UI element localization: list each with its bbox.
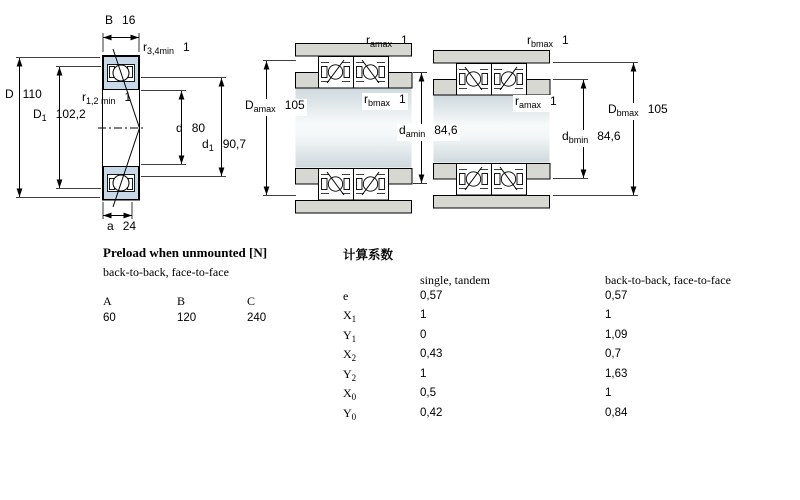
dim-label-r12min: $r_{1,2 min}$ 1 <box>82 90 132 106</box>
dim-label-d: d 80 <box>176 121 206 135</box>
dim-label-dbmin: $d_{bmin}$ 84,6 <box>562 129 621 145</box>
factor-row-label: $Y_2$ <box>343 366 357 383</box>
preload-val-a: 60 <box>103 312 116 324</box>
factor-row-value2: 1 <box>605 387 612 399</box>
factor-row-value1: 0 <box>420 328 427 341</box>
dim-label-a: a 24 <box>107 219 137 233</box>
preload-col-b: B <box>177 294 186 308</box>
preload-table <box>103 245 343 324</box>
dim-label-Damax: $D_{amax}$ 105 <box>245 98 305 114</box>
factor-row-value1: 0,42 <box>420 406 443 419</box>
factor-row-label: e <box>343 288 349 303</box>
factor-row-label: $Y_1$ <box>343 327 357 344</box>
factor-row-label: $X_1$ <box>343 308 357 324</box>
preload-col-c: C <box>247 294 256 308</box>
preload-value-row <box>103 312 343 324</box>
preload-subtitle: back-to-back, face-to-face <box>103 265 229 279</box>
factor-row-label: $Y_0$ <box>343 405 357 422</box>
preload-val-b: 120 <box>177 312 197 324</box>
factors-col2-header: back-to-back, face-to-face <box>605 273 731 287</box>
dim-label-d1: $d_1$ 90,7 <box>202 137 247 153</box>
dim-label-rbmax-a: $r_{bmax}$ 1 <box>364 92 406 108</box>
preload-title: Preload when unmounted [N] <box>103 245 268 260</box>
factor-row-value2: 0,57 <box>605 289 628 302</box>
factor-row-value2: 0,7 <box>605 348 621 360</box>
preload-val-c: 240 <box>247 312 267 324</box>
factor-row-value2: 1,09 <box>605 328 628 341</box>
dim-label-r34min: $r_{3,4min}$ 1 <box>143 40 190 56</box>
factor-row-value2: 0,84 <box>605 406 628 419</box>
factors-col1-header: single, tandem <box>420 273 490 287</box>
preload-header-row <box>103 294 343 309</box>
factor-row-value2: 1 <box>605 309 612 321</box>
factor-row-value2: 1,63 <box>605 367 628 380</box>
calculation-factors-table <box>343 245 773 425</box>
factor-row-value1: 0,43 <box>420 348 443 360</box>
dim-label-B: B 16 <box>105 13 136 27</box>
factor-row-value1: 0,5 <box>420 387 436 399</box>
factor-row-value1: 1 <box>420 367 427 380</box>
factors-header-spacer <box>343 273 420 289</box>
factor-row-value1: 0,57 <box>420 289 443 302</box>
dim-label-D: D 110 <box>5 87 42 101</box>
factor-row-label: $X_2$ <box>343 347 357 363</box>
factors-title: 计算系数 <box>343 248 394 262</box>
dim-label-damin: $d_{amin}$ 84,6 <box>399 123 458 139</box>
factor-row-label: $X_0$ <box>343 386 357 402</box>
dim-label-Dbmax: $D_{bmax}$ 105 <box>608 102 668 118</box>
preload-col-a: A <box>103 294 112 308</box>
dim-label-ramax-a: $r_{amax}$ 1 <box>366 33 408 49</box>
dim-label-rbmax-b: $r_{bmax}$ 1 <box>527 33 569 49</box>
factor-row-value1: 1 <box>420 309 427 321</box>
dim-label-ramax-b: $r_{amax}$ 1 <box>515 94 557 110</box>
dim-label-D1: $D_1$ 102,2 <box>33 107 86 123</box>
